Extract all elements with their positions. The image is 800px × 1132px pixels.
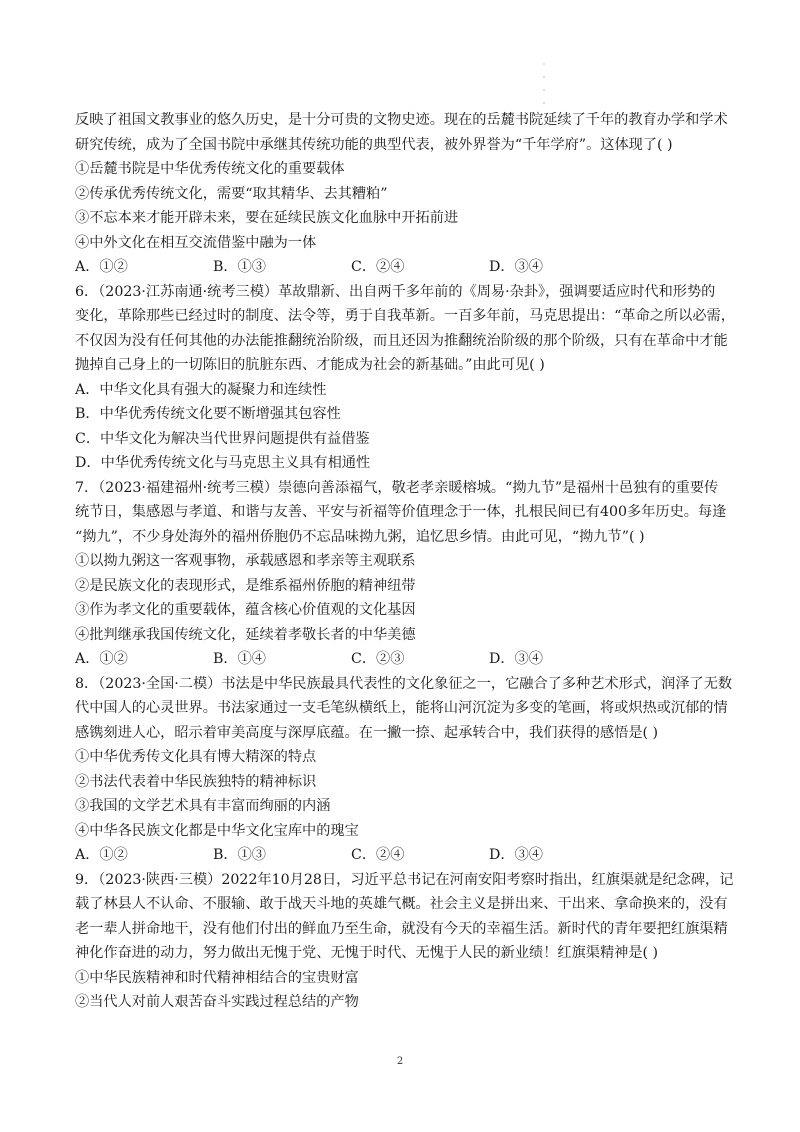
- statement: ①以拗九粥这一客观事物，承载感恩和孝亲等主观联系: [75, 553, 416, 569]
- dot: ·: [542, 60, 546, 69]
- question-stem-line: 变化，革除那些已经过时的制度、法令等，勇于自我革新。一百多年前，马克思提出：“革命之所以必需，: [75, 308, 735, 324]
- option-b: B．①④: [213, 651, 266, 667]
- option-c: C．②④: [351, 847, 405, 863]
- question-6: [75, 280, 735, 476]
- statement: ④中华各民族文化都是中华文化宝库中的瑰宝: [75, 822, 359, 839]
- question-stem-line: 抛掉自己身上的一切陈旧的肮脏东西、才能成为社会的新基础。”由此可见( ): [75, 357, 545, 373]
- question-8: [75, 672, 733, 868]
- option-c: C．②④: [351, 259, 405, 275]
- question-stem-line: 研究传统，成为了全国书院中承继其传统功能的典型代表，被外界誉为“千年学府”。这体现了( ): [75, 136, 673, 153]
- page-content: [75, 108, 735, 1015]
- dot: ·: [542, 73, 546, 82]
- question-stem-line: 不仅因为没有任何其他的办法能推翻统治阶级，而且还因为推翻统治阶级的那个阶级，只有在革命中才能: [75, 332, 728, 349]
- option-d: D．③④: [489, 259, 543, 275]
- option-a: A．①②: [75, 651, 128, 667]
- question-stem-line: 8．（2023·全国·二模）书法是中华民族最具代表性的文化象征之一，它融合了多种艺术形式，润泽了无数: [75, 675, 733, 692]
- question-7: [75, 476, 730, 672]
- option-c: C．②③: [351, 651, 405, 667]
- option-b: B．①③: [213, 847, 266, 863]
- header-dots: [541, 58, 547, 110]
- statement: ③作为孝文化的重要载体，蕴含核心价值观的文化基因: [75, 602, 416, 618]
- answer-options: [75, 647, 730, 672]
- question-9: [75, 868, 734, 1015]
- option-b: B．①③: [213, 259, 266, 275]
- statement: ②传承优秀传统文化，需要“取其精华、去其糟粕”: [75, 185, 388, 202]
- statement: ①中华优秀传文化具有博大精深的特点: [75, 749, 317, 765]
- option-d: D．③④: [489, 847, 543, 863]
- statement: ①中华民族精神和时代精神相结合的宝贵财富: [75, 969, 359, 986]
- option-a: A．①②: [75, 259, 128, 275]
- option-c: C．中华文化为解决当代世界问题提供有益借鉴: [75, 430, 370, 447]
- answer-options: [75, 843, 730, 868]
- question-stem-line: 7．（2023·福建福州·统考三模）崇德向善添福气，敬老孝亲暖榕城。“拗九节”是福州十邑独有的重要传: [75, 479, 719, 496]
- statement: ①岳麓书院是中华优秀传统文化的重要载体: [75, 161, 345, 177]
- question-stem-line: 载了林县人不认命、不服输、敢于战天斗地的英雄气概。社会主义是拼出来、干出来、拿命换来的，没有: [75, 896, 728, 912]
- statement: ④批判继承我国传统文化，延续着孝敬长者的中华美德: [75, 626, 416, 643]
- option-a: A．中华文化具有强大的凝聚力和连续性: [75, 381, 327, 398]
- option-b: B．中华优秀传统文化要不断增强其包容性: [75, 406, 341, 422]
- option-d: D．③④: [489, 651, 543, 667]
- statement: ③不忘本来才能开辟未来，要在延续民族文化血脉中开拓前进: [75, 210, 459, 226]
- statement: ②当代人对前人艰苦奋斗实践过程总结的产物: [75, 994, 359, 1010]
- question-stem-line: 代中国人的心灵世界。书法家通过一支毛笔纵横纸上，能将山河沉淀为多变的笔画，将或炽热或沉郁的情: [75, 700, 728, 716]
- statement: ③我国的文学艺术具有丰富而绚丽的内涵: [75, 798, 331, 814]
- statement: ②是民族文化的表现形式，是维系福州侨胞的精神纽带: [75, 577, 416, 594]
- question-stem-line: 老一辈人拼命地干，没有他们付出的鲜血乃至生命，就没有今天的幸福生活。新时代的青年要把红旗渠精: [75, 920, 728, 937]
- statement: ②书法代表着中华民族独特的精神标识: [75, 773, 317, 790]
- question-5-continued: [75, 108, 730, 280]
- question-stem-line: 感镌刻进人心，昭示着审美高度与深厚底蕴。在一撇一捺、起承转合中，我们获得的感悟是( ): [75, 724, 659, 741]
- dot: ·: [542, 99, 546, 108]
- question-stem-line: 神化作奋进的动力，努力做出无愧于党、无愧于时代、无愧于人民的新业绩！红旗渠精神是( ): [75, 945, 659, 961]
- question-stem-line: 9．（2023·陕西·三模）2022年10月28日，习近平总书记在河南安阳考察时指出，红旗渠就是纪念碑，记: [75, 871, 734, 888]
- question-stem-line: 统节日，集感恩与孝道、和谐与友善、平安与祈福等价值理念于一体，扎根民间已有400多年历史。每逢: [75, 504, 727, 520]
- option-a: A．①②: [75, 847, 128, 863]
- question-stem-line: 反映了祖国文教事业的悠久历史，是十分可贵的文物史迹。现在的岳麓书院延续了千年的教育办学和学术: [75, 112, 728, 128]
- option-d: D．中华优秀传统文化与马克思主义具有相通性: [75, 455, 371, 471]
- page-number: 2: [396, 1056, 404, 1067]
- dot: ·: [542, 86, 546, 95]
- question-stem-line: 6．（2023·江苏南通·统考三模）革故鼎新、出自两千多年前的《周易·杂卦》，强调要适应时代和形势的: [75, 283, 716, 300]
- statement: ④中外文化在相互交流借鉴中融为一体: [75, 234, 317, 251]
- answer-options: [75, 255, 730, 280]
- question-stem-line: “拗九”，不少身处海外的福州侨胞仍不忘品味拗九粥，追忆思乡情。由此可见，“拗九节”( ): [75, 528, 645, 545]
